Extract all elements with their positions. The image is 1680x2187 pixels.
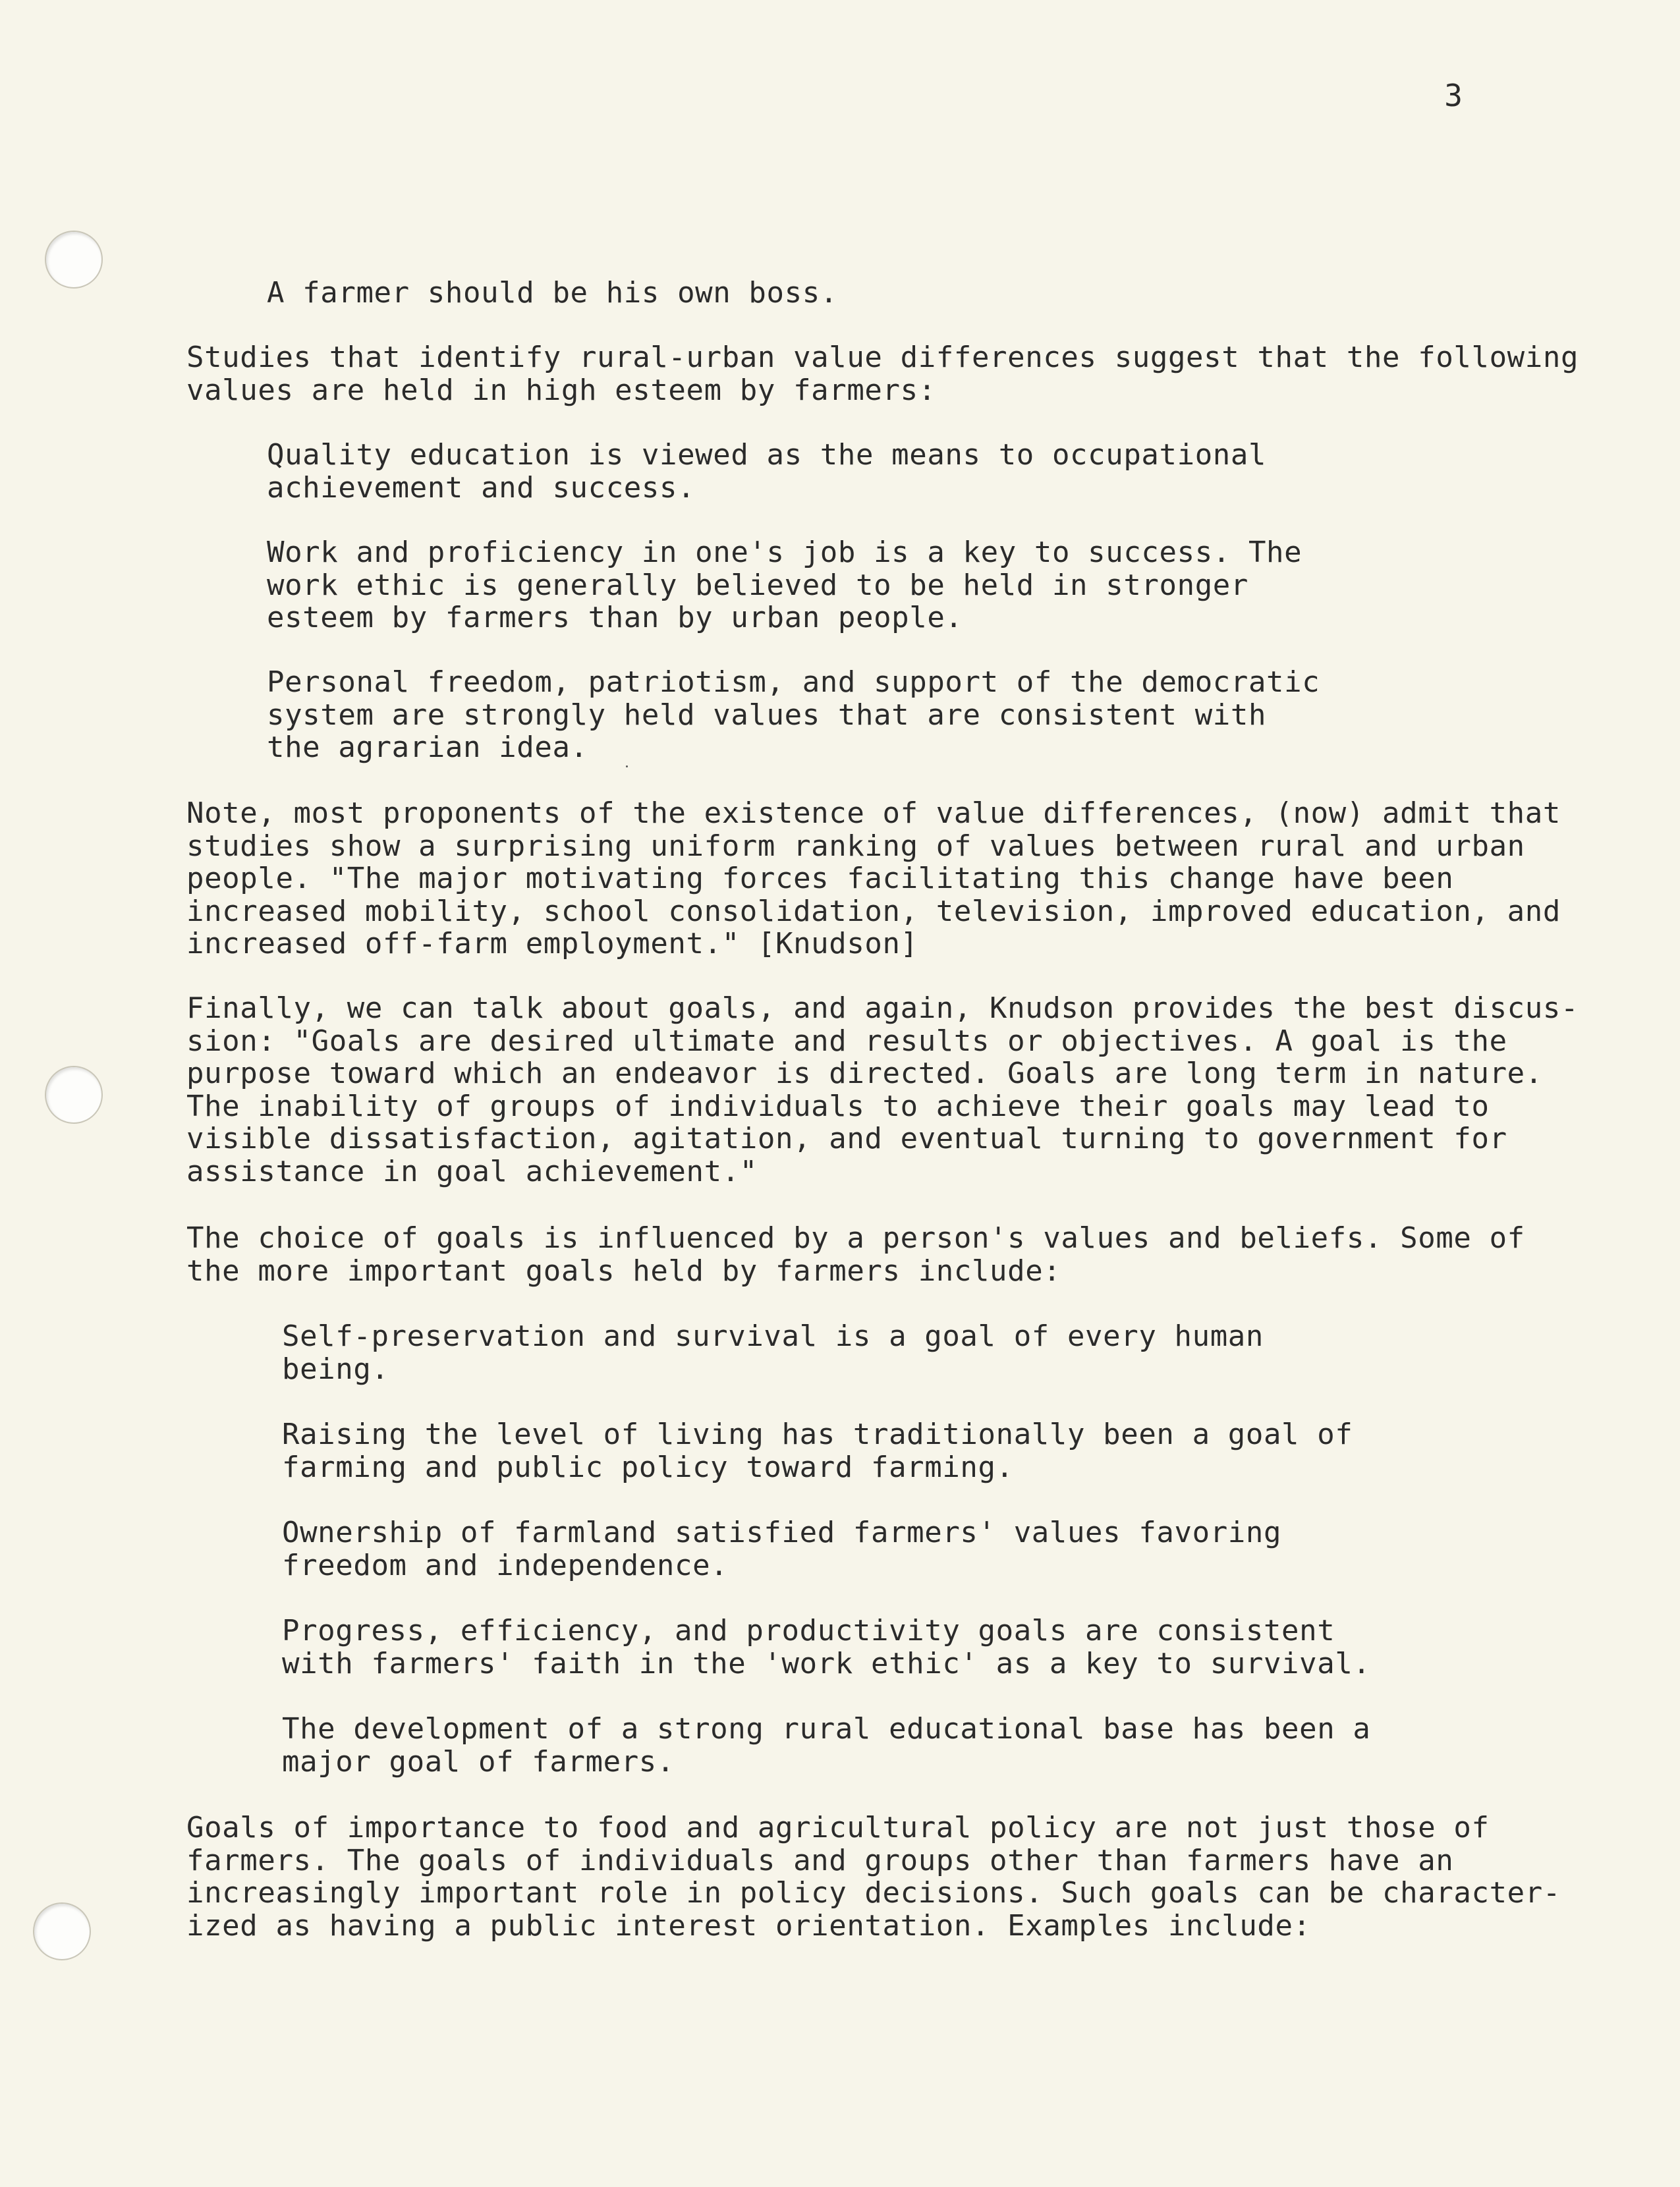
goal-item-level-of-living: Raising the level of living has traditionally been a goal of farming and public policy toward farming. (282, 1418, 1353, 1484)
value-item-education: Quality education is viewed as the means to occupational achievement and success. (267, 438, 1267, 505)
page-number: 3 (1444, 78, 1463, 113)
goal-item-rural-education: The development of a strong rural educational base has been a major goal of farmers. (282, 1712, 1371, 1779)
punch-hole-bottom (33, 1902, 91, 1960)
paper-speck (626, 765, 628, 767)
value-item-personal-freedom: Personal freedom, patriotism, and support of the democratic system are strongly held values that are consistent with the agrarian idea. (267, 665, 1320, 764)
goal-item-progress-efficiency: Progress, efficiency, and productivity goals are consistent with farmers' faith in the 'work ethic' as a key to survival. (282, 1614, 1371, 1680)
paragraph-value-differences-note: Note, most proponents of the existence of value differences, (now) admit that studies show a surprising uniform ranking of values between rural and urban people. "The major motivating forces facilitating this change have been increased mobility, school consolidation, television, improved education, and increased off-farm employment." [Knudson] (186, 796, 1561, 960)
paragraph-rural-urban-values: Studies that identify rural-urban value differences suggest that the following values are held in high esteem by farmers: (186, 341, 1579, 407)
paragraph-choice-of-goals: The choice of goals is influenced by a person's values and beliefs. Some of the more important goals held by farmers include: (186, 1221, 1525, 1288)
goal-item-farmland-ownership: Ownership of farmland satisfied farmers' values favoring freedom and independence. (282, 1516, 1282, 1582)
paragraph-public-interest-goals: Goals of importance to food and agricultural policy are not just those of farmers. The goals of individuals and groups other than farmers have an increasingly important role in policy decisions. Such goals can be character- ized as having a public interest orientation. Examples include: (186, 1811, 1561, 1943)
punch-hole-top (45, 231, 103, 289)
punch-hole-middle (45, 1066, 103, 1124)
paragraph-goals-knudson: Finally, we can talk about goals, and again, Knudson provides the best discus- sion: "Goals are desired ultimate and results or objectives. A goal is the purpose toward which an endeavor is directed. Goals are long term in nature. The inability of groups of individuals to achieve their goals may lead to visible dissatisfaction, agitation, and eventual turning to government for assistance in goal achievement." (186, 991, 1579, 1188)
paragraph-farmer-boss: A farmer should be his own boss. (267, 276, 838, 310)
goal-item-self-preservation: Self-preservation and survival is a goal of every human being. (282, 1319, 1264, 1386)
value-item-work-ethic: Work and proficiency in one's job is a key to success. The work ethic is generally believed to be held in stronger esteem by farmers than by urban people. (267, 536, 1302, 634)
